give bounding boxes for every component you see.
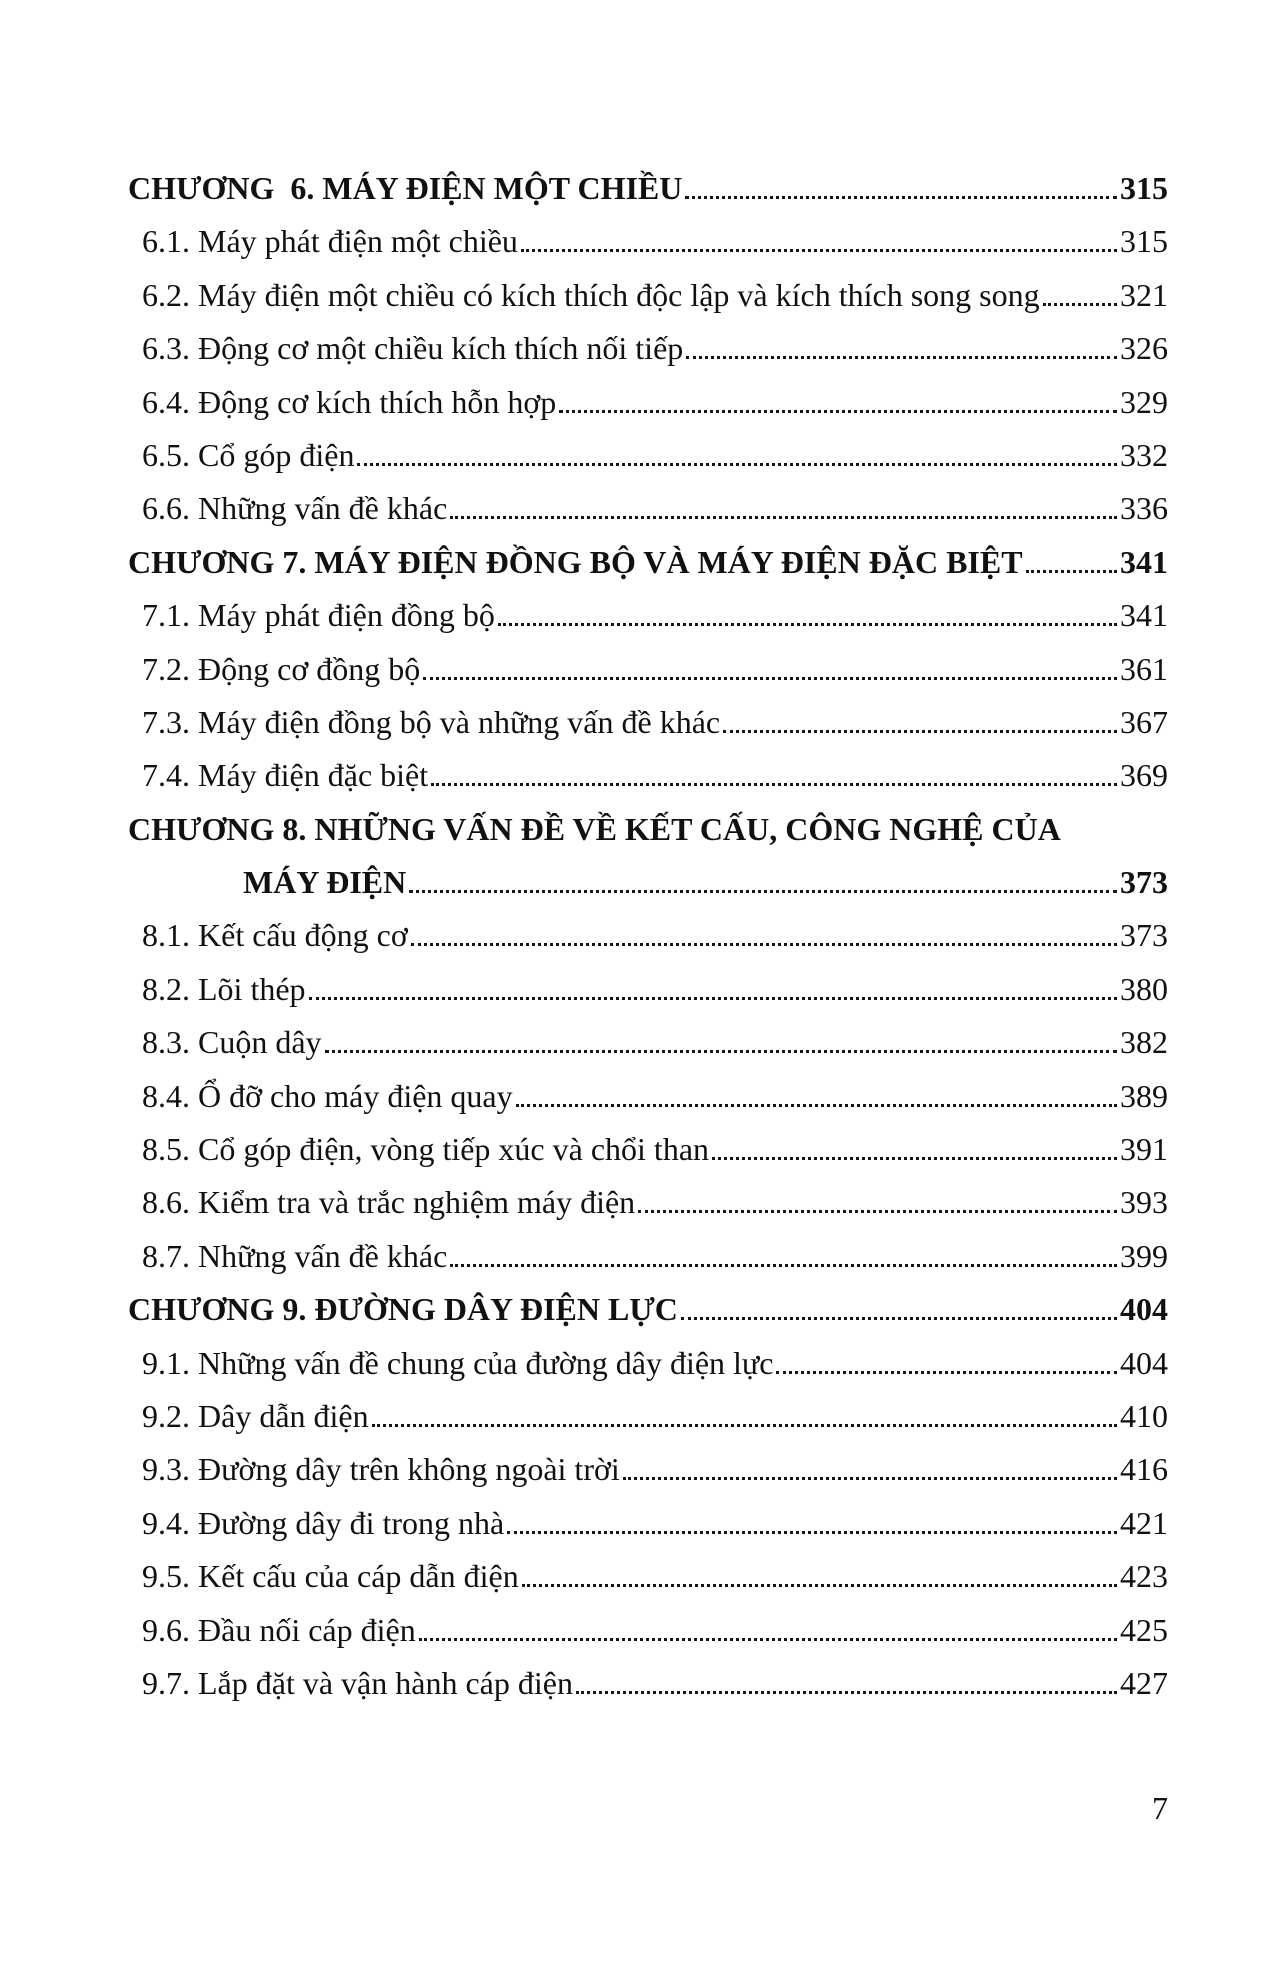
toc-entry-label: 9.4. Đường dây đi trong nhà <box>142 1504 505 1541</box>
toc-entry-page: 399 <box>1120 1237 1168 1274</box>
toc-entry <box>128 1398 1168 1451</box>
toc-entry <box>128 223 1168 276</box>
toc-entry-label: 9.7. Lắp đặt và vận hành cáp điện <box>142 1664 573 1701</box>
dot-leader <box>576 1691 1117 1694</box>
toc-entry <box>128 757 1168 810</box>
toc-entry <box>128 704 1168 757</box>
toc-entry <box>128 1345 1168 1398</box>
dot-leader <box>638 1210 1117 1213</box>
toc-entry-label: MÁY ĐIỆN <box>243 864 407 901</box>
toc-entry-page: 367 <box>1120 703 1168 740</box>
dot-leader <box>685 196 1117 199</box>
table-of-contents <box>128 170 1168 1718</box>
toc-entry-label: CHƯƠNG 7. MÁY ĐIỆN ĐỒNG BỘ VÀ MÁY ĐIỆN ĐẶC BIỆT <box>128 543 1023 580</box>
toc-entry-label: 6.2. Máy điện một chiều có kích thích độc lập và kích thích song song <box>142 276 1040 313</box>
toc-entry <box>128 1612 1168 1665</box>
dot-leader <box>712 1157 1117 1160</box>
toc-entry <box>128 437 1168 490</box>
toc-entry-page: 326 <box>1120 330 1168 367</box>
toc-entry-label: CHƯƠNG 9. ĐƯỜNG DÂY ĐIỆN LỰC <box>128 1291 678 1328</box>
toc-entry-label: 7.4. Máy điện đặc biệt <box>142 757 429 794</box>
dot-leader <box>522 1584 1117 1587</box>
dot-leader <box>559 410 1117 413</box>
toc-entry <box>128 170 1168 223</box>
toc-entry-page: 404 <box>1120 1344 1168 1381</box>
toc-entry <box>128 384 1168 437</box>
toc-entry-page: 427 <box>1120 1664 1168 1701</box>
toc-entry-label: 8.4. Ổ đỡ cho máy điện quay <box>142 1077 513 1114</box>
toc-entry-page: 391 <box>1120 1131 1168 1168</box>
toc-entry <box>128 1238 1168 1291</box>
toc-entry <box>128 1451 1168 1504</box>
toc-entry-page: 341 <box>1120 597 1168 634</box>
toc-entry-label: 8.5. Cổ góp điện, vòng tiếp xúc và chổi than <box>142 1131 710 1168</box>
toc-entry-label: CHƯƠNG 6. MÁY ĐIỆN MỘT CHIỀU <box>128 170 683 206</box>
toc-entry <box>128 1665 1168 1718</box>
toc-entry-label: 9.1. Những vấn đề chung của đường dây điện lực <box>142 1344 774 1381</box>
toc-entry <box>128 1558 1168 1611</box>
toc-entry-page: 361 <box>1120 650 1168 687</box>
toc-entry <box>128 1291 1168 1344</box>
toc-entry <box>128 917 1168 970</box>
dot-leader <box>372 1424 1117 1427</box>
dot-leader <box>516 1104 1117 1107</box>
dot-leader <box>409 890 1117 893</box>
toc-entry-label: 6.5. Cổ góp điện <box>142 436 355 473</box>
toc-entry-page: 416 <box>1120 1451 1168 1488</box>
toc-entry <box>128 1024 1168 1077</box>
toc-entry-page: 373 <box>1120 917 1168 954</box>
toc-entry <box>128 277 1168 330</box>
dot-leader <box>686 356 1117 359</box>
toc-entry-page: 404 <box>1120 1291 1168 1328</box>
toc-entry-page: 332 <box>1120 436 1168 473</box>
toc-entry-page: 321 <box>1120 276 1168 313</box>
dot-leader <box>723 730 1117 733</box>
dot-leader <box>623 1477 1117 1480</box>
dot-leader <box>1026 570 1117 573</box>
toc-entry <box>128 1184 1168 1237</box>
dot-leader <box>450 516 1117 519</box>
toc-entry <box>128 597 1168 650</box>
toc-entry-label: 6.1. Máy phát điện một chiều <box>142 223 518 260</box>
toc-entry-label: 7.3. Máy điện đồng bộ và những vấn đề khác <box>142 703 721 740</box>
toc-entry <box>128 490 1168 543</box>
toc-entry-label: 6.3. Động cơ một chiều kích thích nối tiếp <box>142 330 684 367</box>
toc-entry <box>128 811 1168 864</box>
dot-leader <box>776 1371 1117 1374</box>
toc-entry <box>128 1505 1168 1558</box>
toc-entry-page: 382 <box>1120 1024 1168 1061</box>
toc-entry-label: CHƯƠNG 8. NHỮNG VẤN ĐỀ VỀ KẾT CẤU, CÔNG NGHỆ CỦA <box>128 810 1061 847</box>
dot-leader <box>498 623 1117 626</box>
toc-entry <box>128 1078 1168 1131</box>
toc-entry-page: 329 <box>1120 383 1168 420</box>
toc-entry-page: 380 <box>1120 970 1168 1007</box>
dot-leader <box>1043 303 1117 306</box>
dot-leader <box>450 1264 1117 1267</box>
toc-entry-label: 8.1. Kết cấu động cơ <box>142 917 408 954</box>
toc-entry-label: 8.3. Cuộn dây <box>142 1024 322 1061</box>
footer-page-number: 7 <box>1152 1790 1168 1826</box>
toc-entry-page: 425 <box>1120 1611 1168 1648</box>
dot-leader <box>411 943 1117 946</box>
toc-entry-label: 9.5. Kết cấu của cáp dẫn điện <box>142 1558 519 1595</box>
dot-leader <box>357 463 1117 466</box>
dot-leader <box>507 1531 1117 1534</box>
toc-entry-page: 393 <box>1120 1184 1168 1221</box>
toc-entry <box>128 971 1168 1024</box>
toc-entry-label: 7.2. Động cơ đồng bộ <box>142 650 421 687</box>
toc-entry-label: 8.2. Lõi thép <box>142 970 306 1007</box>
toc-entry <box>128 1131 1168 1184</box>
toc-entry-label: 9.2. Dây dẫn điện <box>142 1397 369 1434</box>
toc-entry <box>128 864 1168 917</box>
dot-leader <box>325 1050 1117 1053</box>
dot-leader <box>681 1317 1117 1320</box>
toc-entry-page: 421 <box>1120 1504 1168 1541</box>
toc-entry-page: 315 <box>1120 170 1168 206</box>
toc-entry-label: 7.1. Máy phát điện đồng bộ <box>142 597 495 634</box>
toc-entry <box>128 544 1168 597</box>
toc-entry-label: 6.6. Những vấn đề khác <box>142 490 448 527</box>
toc-entry-page: 336 <box>1120 490 1168 527</box>
dot-leader <box>419 1638 1117 1641</box>
toc-entry <box>128 330 1168 383</box>
toc-entry-page: 315 <box>1120 223 1168 260</box>
toc-entry-page: 389 <box>1120 1077 1168 1114</box>
dot-leader <box>423 677 1117 680</box>
toc-entry-page: 373 <box>1120 864 1168 901</box>
dot-leader <box>521 249 1117 252</box>
toc-entry-page: 423 <box>1120 1558 1168 1595</box>
toc-entry-page: 369 <box>1120 757 1168 794</box>
toc-entry-label: 8.7. Những vấn đề khác <box>142 1237 448 1274</box>
toc-entry-label: 9.6. Đầu nối cáp điện <box>142 1611 416 1648</box>
dot-leader <box>309 997 1117 1000</box>
toc-entry-label: 8.6. Kiểm tra và trắc nghiệm máy điện <box>142 1184 636 1221</box>
toc-entry-label: 9.3. Đường dây trên không ngoài trời <box>142 1451 620 1488</box>
dot-leader <box>431 783 1117 786</box>
toc-entry-page: 410 <box>1120 1397 1168 1434</box>
toc-entry-label: 6.4. Động cơ kích thích hỗn hợp <box>142 383 557 420</box>
toc-entry <box>128 651 1168 704</box>
toc-entry-page: 341 <box>1120 543 1168 580</box>
